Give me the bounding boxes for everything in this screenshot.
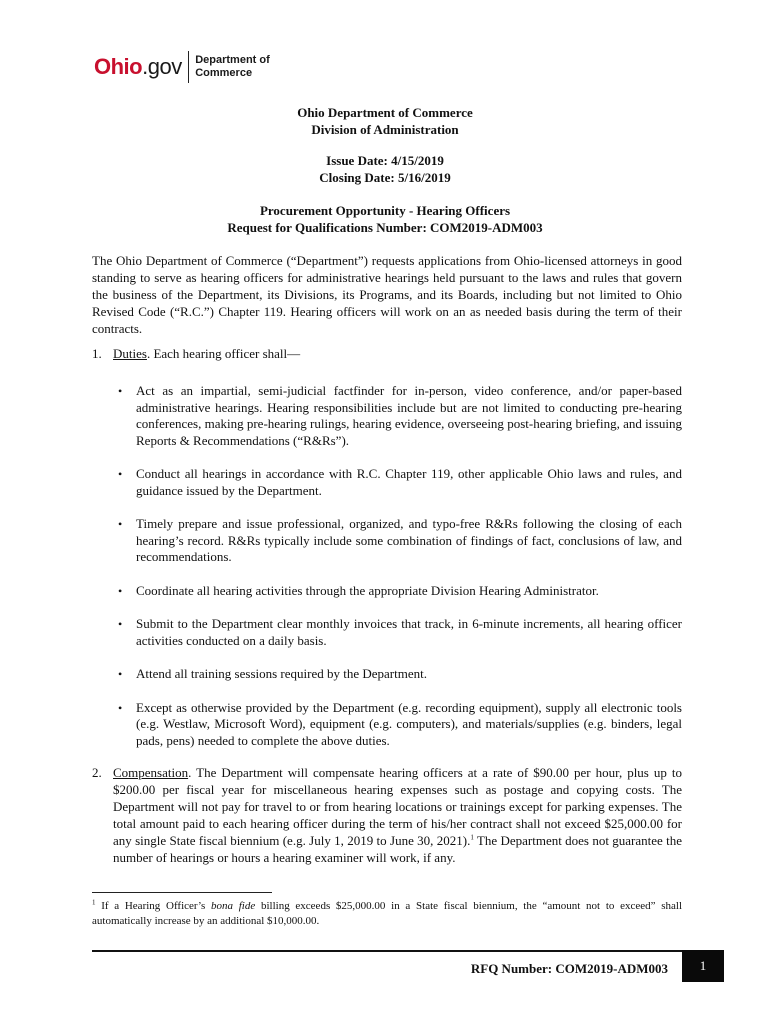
section-1-lead: . Each hearing officer shall— (146, 346, 301, 361)
section-2-text-b: The Department does not guarantee the number of hearings or hours a hearing examiner will work, if any. (113, 833, 682, 865)
list-item (118, 666, 682, 683)
header-organization (0, 104, 770, 138)
section-2-number: 2. (92, 765, 102, 780)
bullet-icon: • (118, 667, 123, 681)
logo-dept-line2: Commerce (195, 67, 253, 79)
section-1-heading (92, 345, 300, 362)
list-item (118, 516, 682, 566)
bullet-icon: • (118, 467, 123, 481)
list-item-text: Timely prepare and issue professional, organized, and typo-free R&Rs following the closing of each hearing’s record. R&Rs typically include some combination of findings of fact, conclusions of law, and recommendations. (136, 516, 682, 564)
section-2 (92, 764, 682, 866)
closing-date: Closing Date: 5/16/2019 (319, 170, 451, 185)
footnote-italic: bona fide (211, 900, 256, 912)
list-item-text: Conduct all hearings in accordance with R.C. Chapter 119, other applicable Ohio laws and rules, and guidance issued by the Department. (136, 466, 682, 498)
footer-rfq-number: RFQ Number: COM2019-ADM003 (470, 961, 668, 976)
logo-gov-text: .gov (142, 54, 182, 79)
footnote-reference[interactable]: 1 (470, 833, 474, 842)
list-item-text: Submit to the Department clear monthly invoices that track, in 6-minute increments, all hearing officer activities conducted on a daily basis. (136, 616, 682, 648)
section-1-number: 1. (92, 346, 102, 361)
bullet-icon: • (118, 384, 123, 398)
footnote-divider (92, 892, 272, 893)
rfq-number-heading: Request for Qualifications Number: COM2019-ADM003 (227, 220, 543, 235)
intro-paragraph: The Ohio Department of Commerce (“Department”) requests applications from Ohio-licensed attorneys in good standing to serve as hearing officers for administrative hearings held pursuant to the laws and rules that govern the business of the Department, its Divisions, its Programs, and its Boards, including but not limited to Ohio Revised Code (“R.C.”) Chapter 119. Hearing officers will work on an as needed basis during the term of their contracts. (92, 253, 682, 336)
footnote-marker: 1 (92, 898, 96, 907)
ohio-gov-logo (94, 50, 270, 84)
list-item-text: Attend all training sessions required by the Department. (136, 666, 427, 681)
bullet-icon: • (118, 700, 123, 715)
bullet-icon: • (118, 517, 123, 531)
list-item-text: Act as an impartial, semi-judicial factfinder for in-person, video conference, and/or paper-based administrative hearings. Hearing responsibilities include but are not limited to conducting pre-hearing conferences, making pre-hearing rulings, hearing evidence, overseeing post-hearing briefing, and issuing Reports & Recommendations (“R&Rs”). (136, 383, 682, 448)
logo-ohio-text: Ohio (94, 54, 143, 79)
header-division: Division of Administration (311, 122, 459, 137)
header-title-block (0, 202, 770, 236)
issue-date: Issue Date: 4/15/2019 (326, 153, 444, 168)
list-item-text: Except as otherwise provided by the Department (e.g. recording equipment), supply all electronic tools (e.g. Westlaw, Microsoft Word), equipment (e.g. computers), and materials/supplies (e.g. binders, legal pads, pens) needed to complete the above duties. (136, 699, 682, 748)
footnote-text-b: billing exceeds $25,000.00 in a State fiscal biennium, the “amount not to exceed” shall automatically increase by an additional $10,000.00. (92, 900, 682, 927)
list-item (118, 466, 682, 499)
list-item (118, 583, 682, 600)
list-item-text: Coordinate all hearing activities through the appropriate Division Hearing Administrator. (136, 582, 599, 598)
section-2-text-a: . The Department will compensate hearing officers at a rate of $90.00 per hour, plus up to $200.00 per fiscal year for miscellaneous hearing expenses such as postage and copying costs. The Department will not pay for travel to or from hearing locations or trainings except for parking expenses. The total amount paid to each hearing officer during the term of his/her contract shall not exceed $25,000.00 for any single State fiscal biennium (e.g. July 1, 2019 to June 30, 2021). (113, 765, 682, 848)
list-item (118, 700, 682, 750)
section-1-title: Duties (113, 346, 147, 361)
logo-dept-line1: Department of (195, 54, 270, 66)
bullet-icon: • (118, 583, 123, 598)
footnote-text-a: If a Hearing Officer’s (95, 900, 212, 912)
logo-department-text (195, 54, 270, 80)
duties-list (118, 383, 682, 766)
section-2-text (113, 764, 682, 866)
page-number-box (682, 950, 724, 982)
section-2-title: Compensation (113, 765, 189, 780)
document-title: Procurement Opportunity - Hearing Officers (259, 203, 511, 218)
header-dates (0, 152, 770, 186)
list-item (118, 616, 682, 649)
bullet-icon: • (118, 617, 123, 631)
footnote (92, 899, 682, 929)
footer-divider (92, 950, 724, 952)
page-number: 1 (699, 958, 707, 973)
list-item (118, 383, 682, 449)
header-org-name: Ohio Department of Commerce (297, 105, 473, 120)
logo-divider (188, 51, 190, 83)
